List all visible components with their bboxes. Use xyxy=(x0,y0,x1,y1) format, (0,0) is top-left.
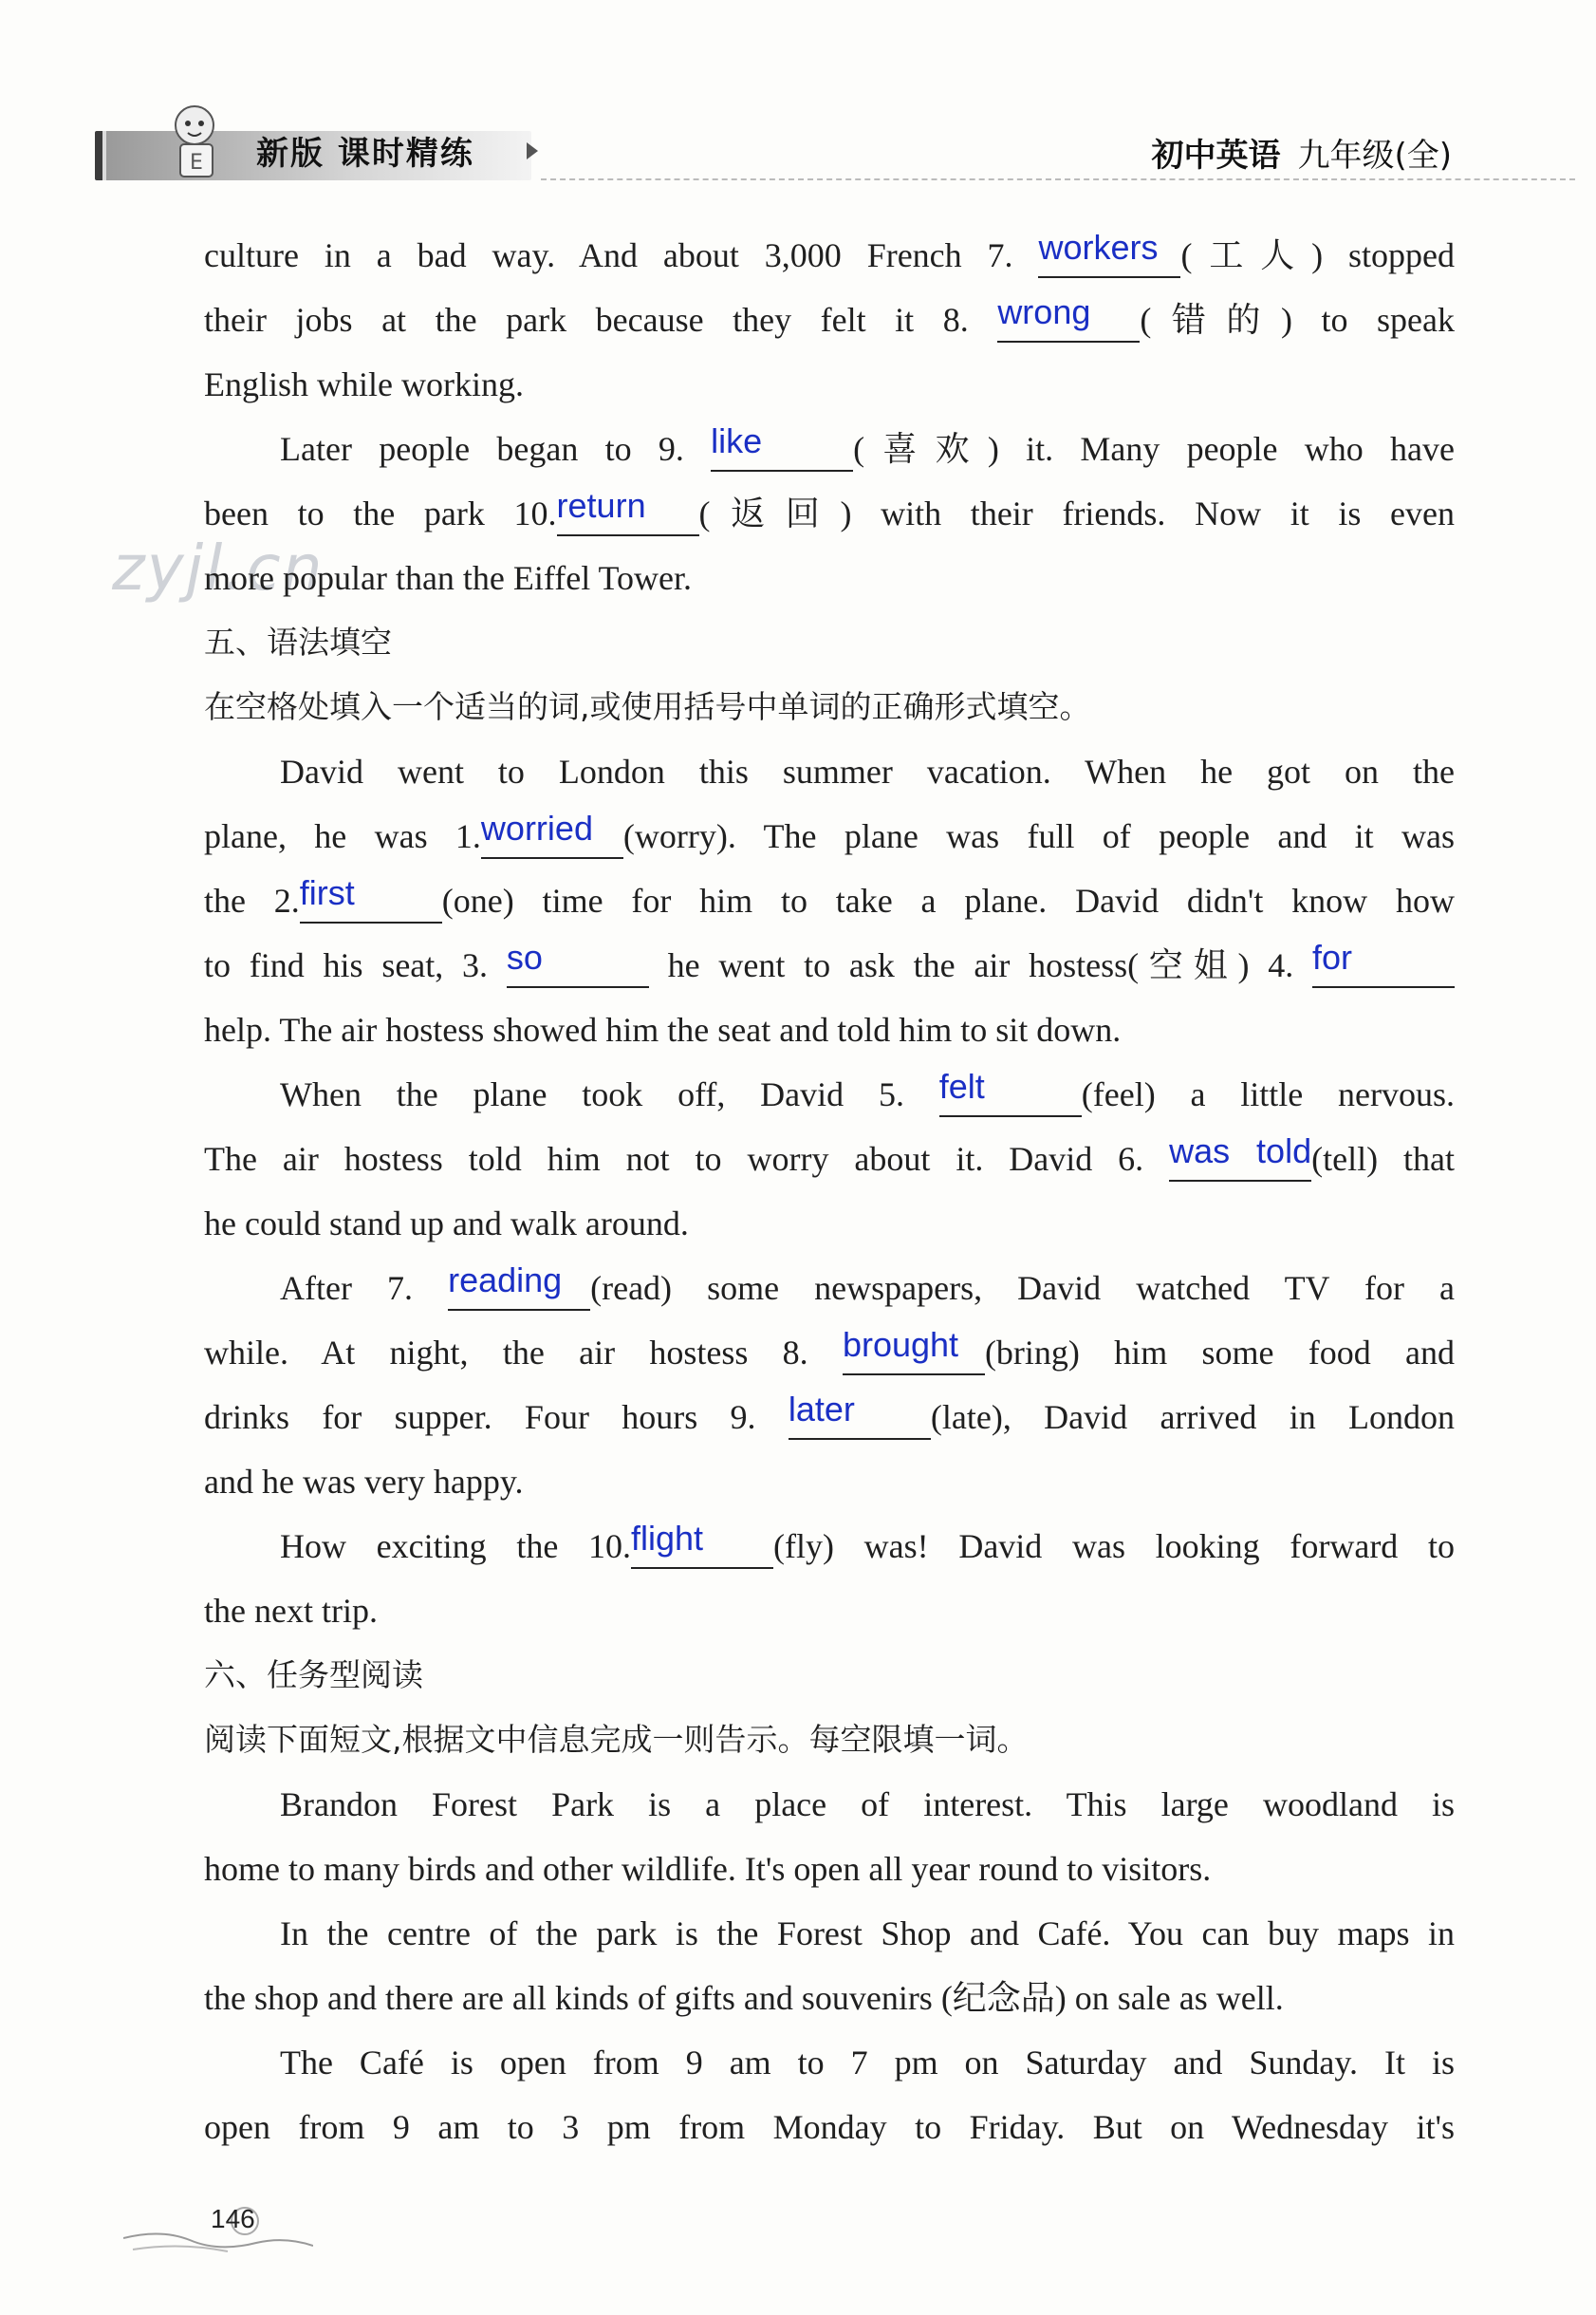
answer-blank xyxy=(788,1390,931,1440)
text-line: Brandon Forest Park is a place of interest. This large woodland is xyxy=(280,1785,1455,1823)
section-title-5: 五、语法填空 xyxy=(204,624,392,661)
answer-text: for xyxy=(1312,938,1353,977)
text-line: been to the park 10.return (返回) with their friends. Now it is even xyxy=(204,481,1455,546)
answer-text: felt xyxy=(938,1067,985,1106)
text-line: to find his seat, 3. so he went to ask the air hostess(空姐) 4. for xyxy=(204,933,1455,998)
page-number: 146 xyxy=(211,2204,255,2233)
text-line: while. At night, the air hostess 8. brought (bring) him some food and xyxy=(204,1320,1455,1385)
text-line: home to many birds and other wildlife. It's open all year round to visitors. xyxy=(204,1850,1212,1888)
answer-text: first xyxy=(299,873,355,912)
answer-text: so xyxy=(506,938,543,977)
text-line: the next trip. xyxy=(204,1592,378,1630)
text-line: The air hostess told him not to worry about it. David 6. was told(tell) that xyxy=(204,1127,1455,1191)
text-line: drinks for supper. Four hours 9. later (late), David arrived in London xyxy=(204,1385,1455,1449)
text-line: culture in a bad way. And about 3,000 French 7. workers (工人) stopped xyxy=(204,223,1455,288)
section-instruction-5: 在空格处填入一个适当的词,或使用括号中单词的正确形式填空。 xyxy=(204,688,1091,725)
answer-blank xyxy=(299,873,442,924)
answer-text: reading xyxy=(448,1260,563,1299)
answer-text: was told xyxy=(1169,1131,1312,1170)
text-line: How exciting the 10.flight (fly) was! David was looking forward to xyxy=(204,1514,1455,1578)
watermark: zyjl.cn xyxy=(112,532,325,605)
answer-blank xyxy=(631,1519,773,1569)
answer-blank xyxy=(938,1067,1082,1117)
text-line: In the centre of the park is the Forest Shop and Café. You can buy maps in xyxy=(280,1914,1455,1952)
text-line: plane, he was 1.worried (worry). The plane was full of people and it was xyxy=(204,804,1455,868)
text-line: open from 9 am to 3 pm from Monday to Friday. But on Wednesday it's xyxy=(204,2108,1455,2146)
answer-text: wrong xyxy=(997,292,1091,331)
text-line: the shop and there are all kinds of gifts and souvenirs (纪念品) on sale as well. xyxy=(204,1979,1284,2017)
triangle-arrow-icon xyxy=(527,142,538,159)
answer-text: worried xyxy=(480,809,593,848)
subject-grade xyxy=(1151,129,1452,176)
text-line: English while working. xyxy=(204,365,524,403)
header-divider xyxy=(541,178,1575,180)
page-header xyxy=(95,114,1575,199)
answer-text: later xyxy=(788,1390,855,1428)
text-line: Later people began to 9. like (喜欢) it. Many people who have xyxy=(204,417,1455,481)
text-line: he could stand up and walk around. xyxy=(204,1204,689,1242)
text-line: The Café is open from 9 am to 7 pm on Saturday and Sunday. It is xyxy=(280,2044,1455,2082)
answer-text: brought xyxy=(842,1325,959,1364)
answer-blank xyxy=(842,1325,985,1375)
answer-text: workers xyxy=(1038,228,1159,267)
text-line: When the plane took off, David 5. felt (feel) a little nervous. xyxy=(204,1062,1455,1127)
page-content xyxy=(204,223,1455,2159)
text-line: David went to London this summer vacation. When he got on the xyxy=(280,753,1455,791)
answer-blank xyxy=(1312,938,1455,988)
answer-text: flight xyxy=(631,1519,704,1558)
answer-blank xyxy=(480,809,623,859)
answer-text: return xyxy=(556,486,646,525)
book-title: 新版 课时精练 xyxy=(256,135,474,173)
answer-blank xyxy=(1169,1131,1312,1182)
answer-blank xyxy=(711,421,853,472)
text-line: their jobs at the park because they felt it 8. wrong (错的) to speak xyxy=(204,288,1455,352)
svg-text:E: E xyxy=(190,151,203,175)
section-instruction-6: 阅读下面短文,根据文中信息完成一则告示。每空限填一词。 xyxy=(204,1721,1029,1758)
answer-blank xyxy=(506,938,649,988)
answer-blank xyxy=(997,292,1140,343)
grade-label: 九年级(全) xyxy=(1297,137,1452,175)
text-line: help. The air hostess showed him the seat and told him to sit down. xyxy=(204,1011,1122,1049)
subject-label: 初中英语 xyxy=(1151,137,1281,175)
answer-text: like xyxy=(711,421,763,460)
text-line: After 7. reading (read) some newspapers, David watched TV for a xyxy=(204,1256,1455,1320)
answer-blank xyxy=(556,486,699,536)
text-line: and he was very happy. xyxy=(204,1463,524,1501)
text-line: more popular than the Eiffel Tower. xyxy=(204,559,693,597)
answer-blank xyxy=(1038,228,1180,278)
text-line: the 2.first (one) time for him to take a plane. David didn't know how xyxy=(204,868,1455,933)
section-title-6: 六、任务型阅读 xyxy=(204,1656,423,1693)
mascot-icon xyxy=(152,97,237,182)
answer-blank xyxy=(448,1260,590,1311)
